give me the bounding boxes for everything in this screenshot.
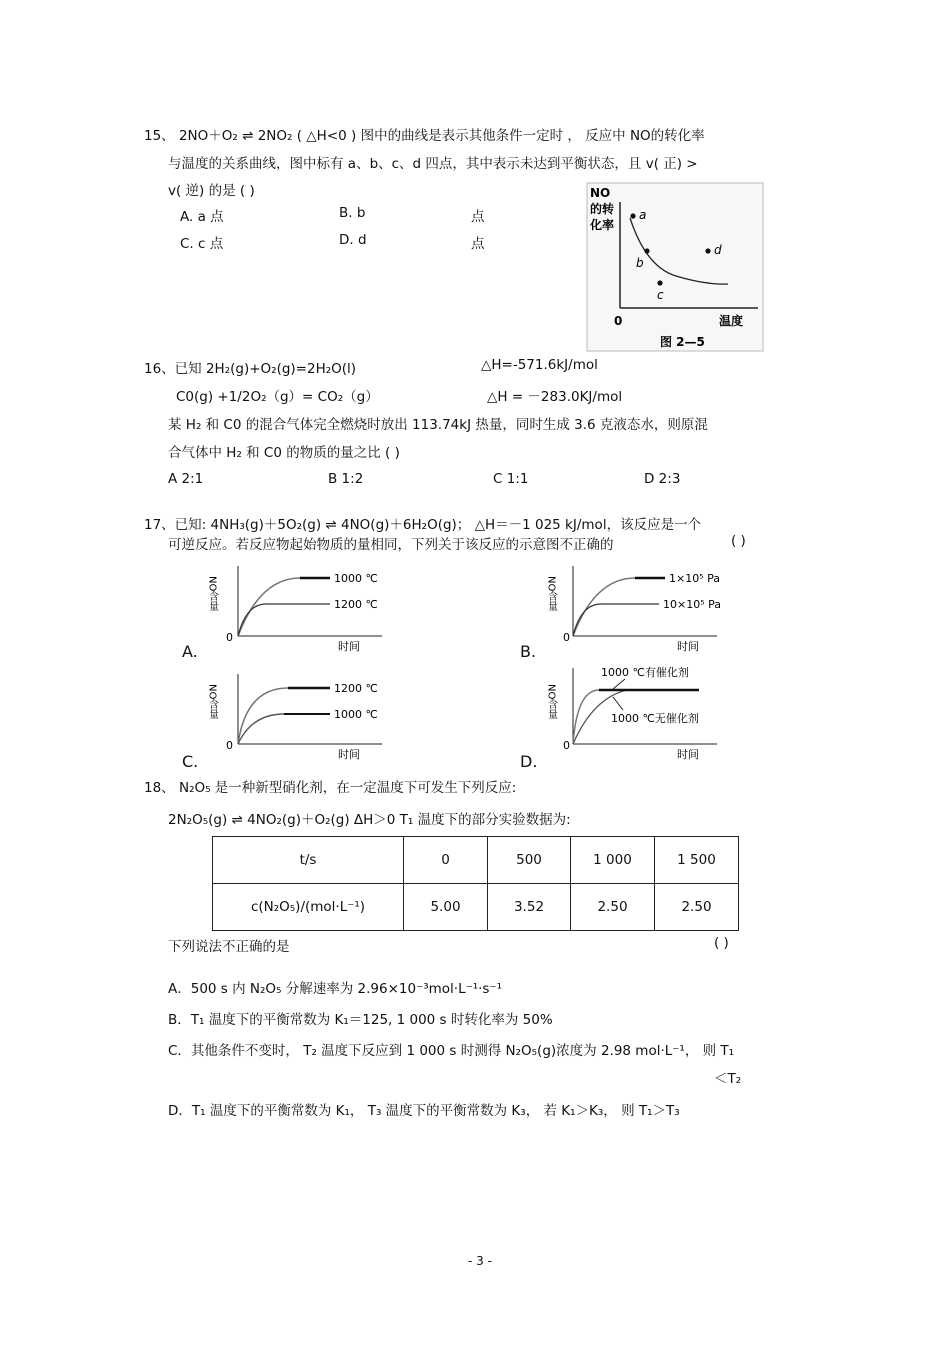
q16-line2-dh: △H = －283.0KJ/mol — [487, 389, 623, 405]
q16-line2: C0(g) +1/2O₂（g）= CO₂（g） — [176, 389, 379, 405]
graph-b-bottom-label: 10×10⁵ Pa — [663, 598, 721, 611]
fig-label-d: d — [714, 243, 722, 257]
fig-caption: 图 2—5 — [660, 335, 705, 349]
q17-line1: 17、已知: 4NH₃(g)＋5O₂(g) ⇌ 4NO(g)＋6H₂O(g)； △H＝－1 025 kJ/mol，该反应是一个 — [144, 517, 702, 533]
graph-b-xlabel: 时间 — [677, 640, 699, 653]
fig-ylabel-3: 化率 — [590, 218, 615, 232]
q16-line4: 合气体中 H₂ 和 C0 的物质的量之比 ( ) — [168, 445, 400, 461]
graph-d-ylabel: NO含量 — [545, 684, 557, 720]
q18-line1: 18、 N₂O₅ 是一种新型硝化剂，在一定温度下可发生下列反应: — [144, 780, 517, 796]
q18-question: 下列说法不正确的是 — [168, 939, 290, 955]
fig-point-b — [644, 248, 649, 253]
table-cell: 2.50 — [571, 884, 655, 931]
graph-b-origin: 0 — [563, 631, 570, 644]
q17-graph-b — [547, 560, 737, 652]
q15-option-c: C. c 点 — [180, 236, 224, 252]
q15-option-a: A. a 点 — [180, 209, 224, 225]
table-cell: 500 — [488, 837, 571, 884]
q17-graph-a — [208, 560, 388, 652]
graph-c-top-label: 1200 ℃ — [334, 682, 378, 695]
graph-c-bottom-label: 1000 ℃ — [334, 708, 378, 721]
table-cell: 3.52 — [488, 884, 571, 931]
table-cell: 0 — [404, 837, 488, 884]
fig-origin: 0 — [614, 314, 623, 328]
q15-line2: 与温度的关系曲线，图中标有 a、b、c、d 四点，其中表示未达到平衡状态，且 v( 正) > — [168, 156, 698, 172]
fig-xlabel: 温度 — [719, 314, 744, 328]
table-cell: 1 000 — [571, 837, 655, 884]
q15-figure — [586, 182, 764, 352]
q17-paren: ( ) — [731, 533, 746, 549]
graph-a-curve-top — [238, 578, 330, 636]
table-cell: 5.00 — [404, 884, 488, 931]
fig-ylabel-2: 的转 — [590, 202, 615, 216]
q16-line3: 某 H₂ 和 C0 的混合气体完全燃烧时放出 113.74kJ 热量，同时生成 3.6 克液态水，则原混 — [168, 417, 708, 433]
q17-graph-c — [208, 668, 388, 760]
q17-graph-d — [547, 662, 737, 760]
fig-point-c — [657, 280, 662, 285]
fig-ylabel-1: NO — [590, 186, 611, 200]
q18-option-c-line2: ＜T₂ — [714, 1071, 742, 1087]
q15-option-b: B. b — [339, 205, 366, 221]
q16-option-d: D 2:3 — [644, 471, 681, 487]
q17-graph-a-letter: A. — [182, 642, 198, 661]
q18-data-table — [212, 836, 739, 931]
table-cell: 2.50 — [655, 884, 739, 931]
graph-a-origin: 0 — [226, 631, 233, 644]
graph-b-curve-top — [573, 578, 665, 636]
q16-option-b: B 1:2 — [328, 471, 364, 487]
q15-line3: v( 逆) 的是 ( ) — [168, 183, 255, 199]
q18-line2: 2N₂O₅(g) ⇌ 4NO₂(g)＋O₂(g) ΔH＞0 T₁ 温度下的部分实验数据为: — [168, 812, 571, 828]
q17-graph-c-letter: C. — [182, 752, 199, 771]
graph-a-bottom-label: 1200 ℃ — [334, 598, 378, 611]
table-cell: 1 500 — [655, 837, 739, 884]
fig-point-a — [630, 213, 635, 218]
graph-a-curve-bottom — [238, 604, 330, 636]
q17-graph-b-letter: B. — [520, 642, 537, 661]
graph-a-top-label: 1000 ℃ — [334, 572, 378, 585]
table-cell: t/s — [213, 837, 404, 884]
graph-b-ylabel: NO含量 — [545, 576, 557, 612]
q18-option-b: B．T₁ 温度下的平衡常数为 K₁＝125, 1 000 s 时转化率为 50% — [168, 1012, 553, 1028]
table-cell: c(N₂O₅)/(mol·L⁻¹) — [213, 884, 404, 931]
graph-c-curve-top — [238, 688, 330, 744]
fig-point-d — [705, 248, 710, 253]
q16-line1: 16、已知 2H₂(g)+O₂(g)=2H₂O(l) — [144, 361, 357, 377]
q16-option-a: A 2:1 — [168, 471, 204, 487]
page-number: - 3 - — [468, 1254, 492, 1268]
graph-c-origin: 0 — [226, 739, 233, 752]
graph-a-ylabel: NO含量 — [206, 576, 218, 612]
graph-d-top-pointer — [613, 679, 625, 689]
q15-line1: 15、 2NO＋O₂ ⇌ 2NO₂ ( △H<0 ) 图中的曲线是表示其他条件一定时 ， 反应中 NO的转化率 — [144, 128, 705, 144]
q16-line1-dh: △H=-571.6kJ/mol — [481, 357, 598, 373]
graph-c-xlabel: 时间 — [338, 748, 360, 761]
q17-line2: 可逆反应。若反应物起始物质的量相同，下列关于该反应的示意图不正确的 — [168, 537, 614, 553]
graph-d-xlabel: 时间 — [677, 748, 699, 761]
q16-option-c: C 1:1 — [493, 471, 529, 487]
q17-graph-d-letter: D. — [520, 752, 538, 771]
fig-label-a: a — [639, 208, 647, 222]
q18-option-a: A．500 s 内 N₂O₅ 分解速率为 2.96×10⁻³mol·L⁻¹·s⁻¹ — [168, 981, 502, 997]
q15-option-d-tail: 点 — [471, 236, 485, 252]
table-row — [213, 837, 739, 884]
graph-b-top-label: 1×10⁵ Pa — [669, 572, 720, 585]
graph-d-bottom-pointer — [613, 697, 623, 710]
graph-d-bottom-label: 1000 ℃无催化剂 — [611, 712, 699, 725]
q15-option-d: D. d — [339, 232, 367, 248]
fig-label-c: c — [657, 288, 664, 302]
q18-option-c-line1: C．其他条件不变时， T₂ 温度下反应到 1 000 s 时测得 N₂O₅(g)浓度为 2.98 mol·L⁻¹， 则 T₁ — [168, 1043, 735, 1059]
fig-label-b: b — [636, 256, 644, 270]
q18-paren: ( ) — [714, 935, 729, 951]
graph-a-xlabel: 时间 — [338, 640, 360, 653]
q15-option-b-tail: 点 — [471, 209, 485, 225]
table-row — [213, 884, 739, 931]
graph-d-origin: 0 — [563, 739, 570, 752]
graph-c-curve-bottom — [238, 714, 330, 744]
graph-c-ylabel: NO含量 — [206, 684, 218, 720]
graph-d-top-label: 1000 ℃有催化剂 — [601, 666, 689, 679]
q18-option-d: D．T₁ 温度下的平衡常数为 K₁， T₃ 温度下的平衡常数为 K₃， 若 K₁＞K₃， 则 T₁＞T₃ — [168, 1103, 680, 1119]
